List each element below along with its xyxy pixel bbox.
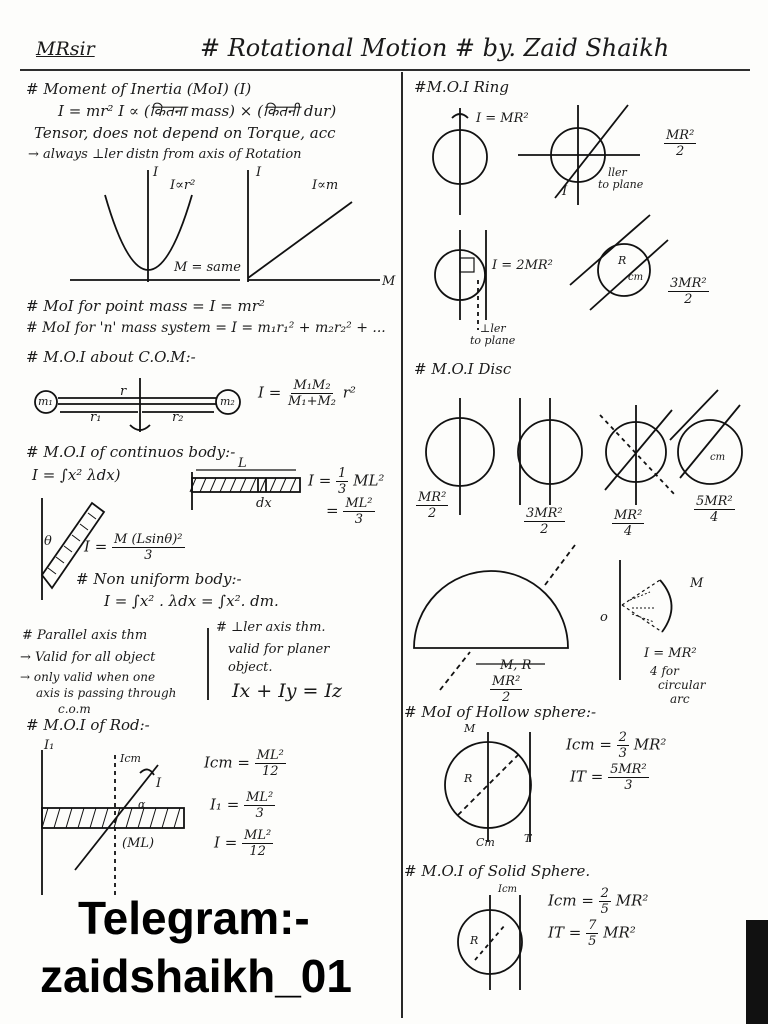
rod-f3: I = $\frac{\text{ML²}}{12}$ (214, 828, 272, 859)
perp-formula: Ix + Iy = Iz (232, 680, 342, 702)
parallel-l4: c.o.m (58, 702, 91, 716)
com-dumbbell (35, 378, 240, 432)
solid-f1: Icm = $\frac{2}{5}$ MR² (548, 886, 649, 917)
disc-heading: # M.O.I Disc (414, 360, 512, 378)
hollow-cm: Cm (476, 836, 495, 849)
rod-f2: I₁ = $\frac{\text{ML²}}{3}$ (210, 790, 274, 821)
point-mass-formula: # MoI for point mass = I = mr² (26, 297, 265, 315)
rod-f1: Icm = $\frac{\text{ML²}}{12}$ (204, 748, 284, 779)
rod-moi-diagram (42, 750, 184, 895)
disc-v2: $\frac{\text{3MR²}}{2}$ (526, 506, 563, 537)
disc-cm-label: cm (710, 452, 726, 463)
telegram-handle: zaidshaikh_01 (40, 950, 352, 1002)
hollow-t: T (524, 832, 532, 845)
graph1-note: M = same (174, 260, 241, 275)
arc-note1: 4 for (650, 664, 679, 678)
ring-f2: I = 2MR² (492, 258, 553, 273)
hollow-f2: IT = $\frac{\text{5MR²}}{3}$ (570, 762, 647, 793)
ring-frac: $\frac{\text{MR²}}{2}$ (666, 128, 695, 159)
disc-v4: $\frac{\text{5MR²}}{4}$ (696, 494, 733, 525)
ring-heading: #M.O.I Ring (414, 78, 509, 96)
solid-f2: IT = $\frac{7}{5}$ MR² (548, 918, 636, 949)
com-m1: m₁ (38, 395, 53, 408)
com-heading: # M.O.I about C.O.M:- (26, 348, 196, 366)
solid-icm: Icm (498, 884, 518, 895)
ring-f3: $\frac{\text{3MR²}}{2}$ (670, 276, 707, 307)
parallel-heading: # Parallel axis thm (22, 628, 148, 643)
perp-l2: object. (228, 660, 273, 675)
rod-alpha: α (138, 798, 146, 811)
graph1-relation: I∝r² (170, 178, 196, 193)
ring-r-label: R (618, 254, 627, 267)
hollow-sphere-diagram (445, 732, 531, 842)
ring-perp1: ⊥ler (480, 322, 506, 335)
disc-4 (670, 390, 742, 484)
page-edge-shadow (746, 920, 768, 1024)
solid-r: R (470, 934, 479, 947)
perp-l1: valid for planer (228, 642, 330, 657)
disc-3 (600, 405, 675, 505)
parallel-l3: axis is passing through (36, 686, 177, 700)
graph2-xlabel: M (382, 274, 396, 289)
arc-note3: arc (670, 692, 690, 706)
rod-ml: (ML) (122, 836, 155, 851)
com-r1: r₁ (90, 410, 102, 425)
ring-cm-label: cm (628, 272, 644, 283)
graph1-ylabel: I (153, 165, 159, 180)
incline-formula: I = $\frac{\text{M (Lsinθ)²}}{3}$ (84, 532, 183, 563)
nonuniform-heading: # Non uniform body:- (76, 570, 242, 588)
rod-i: I (156, 776, 162, 791)
disc-v3: $\frac{\text{MR²}}{4}$ (614, 508, 643, 539)
arc-formula: I = MR² (644, 646, 697, 661)
com-r2: r₂ (172, 410, 184, 425)
rod-moi-result: I = $\frac{1}{3}$ ML² (308, 466, 385, 497)
ring-note2: to plane (598, 178, 644, 191)
telegram-label: Telegram:- (78, 892, 310, 944)
disc-2 (518, 398, 582, 505)
hollow-m: M (464, 722, 476, 735)
ring-i-label: I (562, 184, 568, 199)
parallel-l2: → only valid when one (20, 670, 156, 684)
rod-icm: Icm (120, 752, 141, 765)
moi-line1: I = mr² I ∝ (कितना mass) × (कितनी dur) (58, 102, 337, 120)
author-tag: MRsir (36, 38, 95, 60)
parallel-l1: → Valid for all object (20, 650, 156, 665)
rod-dx-label: dx (256, 496, 272, 511)
moi-heading: # Moment of Inertia (MoI) (I) (26, 80, 252, 98)
arc-note2: circular (658, 678, 706, 692)
hollow-r: R (464, 772, 473, 785)
com-r: r (120, 384, 127, 399)
com-formula: I = $\frac{\text{M₁M₂}}{\text{M₁+M₂}}$ r² (258, 378, 356, 409)
solid-heading: # M.O.I of Solid Sphere. (404, 862, 591, 880)
disc-v1: $\frac{\text{MR²}}{2}$ (418, 490, 447, 521)
continuous-rod (190, 470, 300, 510)
ring-f1: I = MR² (476, 111, 529, 126)
moi-line3: → always ⊥ler distn from axis of Rotation (28, 147, 302, 162)
continuous-formula: I = ∫x² λdx) (32, 466, 121, 484)
ring-perp2: to plane (470, 334, 516, 347)
semi-frac: $\frac{\text{MR²}}{2}$ (492, 674, 521, 705)
graph2-relation: I∝m (312, 178, 339, 193)
semi-mr: M, R (500, 658, 532, 673)
continuous-heading: # M.O.I of continuos body:- (26, 443, 236, 461)
hollow-heading: # MoI of Hollow sphere:- (404, 703, 597, 721)
ring-tangent-diagram (435, 230, 486, 330)
rod-i1: I₁ (44, 738, 55, 753)
rod-moi-result-2: = $\frac{\text{ML²}}{3}$ (326, 496, 373, 527)
nonuniform-formula: I = ∫x² . λdx = ∫x². dm. (104, 592, 279, 610)
incline-theta: θ (44, 534, 52, 549)
graph2-ylabel: I (256, 165, 262, 180)
moi-line2: Tensor, does not depend on Torque, acc (34, 124, 336, 142)
rod-length-label: L (238, 456, 247, 471)
rod-heading: # M.O.I of Rod:- (26, 716, 150, 734)
page-title: # Rotational Motion # by. Zaid Shaikh (200, 34, 670, 62)
hollow-f1: Icm = $\frac{2}{3}$ MR² (566, 730, 667, 761)
arc-sector-diagram (620, 560, 672, 680)
solid-sphere-diagram (458, 895, 522, 990)
perp-heading: # ⊥ler axis thm. (216, 620, 326, 635)
n-mass-formula: # MoI for 'n' mass system = I = m₁r₁² + m₂r₂² + ... (26, 320, 386, 336)
semicircle-diagram (414, 545, 575, 690)
com-m2: m₂ (220, 395, 235, 408)
arc-o: o (600, 610, 608, 625)
arc-m: M (690, 576, 704, 591)
ring-note1: ller (608, 166, 627, 179)
